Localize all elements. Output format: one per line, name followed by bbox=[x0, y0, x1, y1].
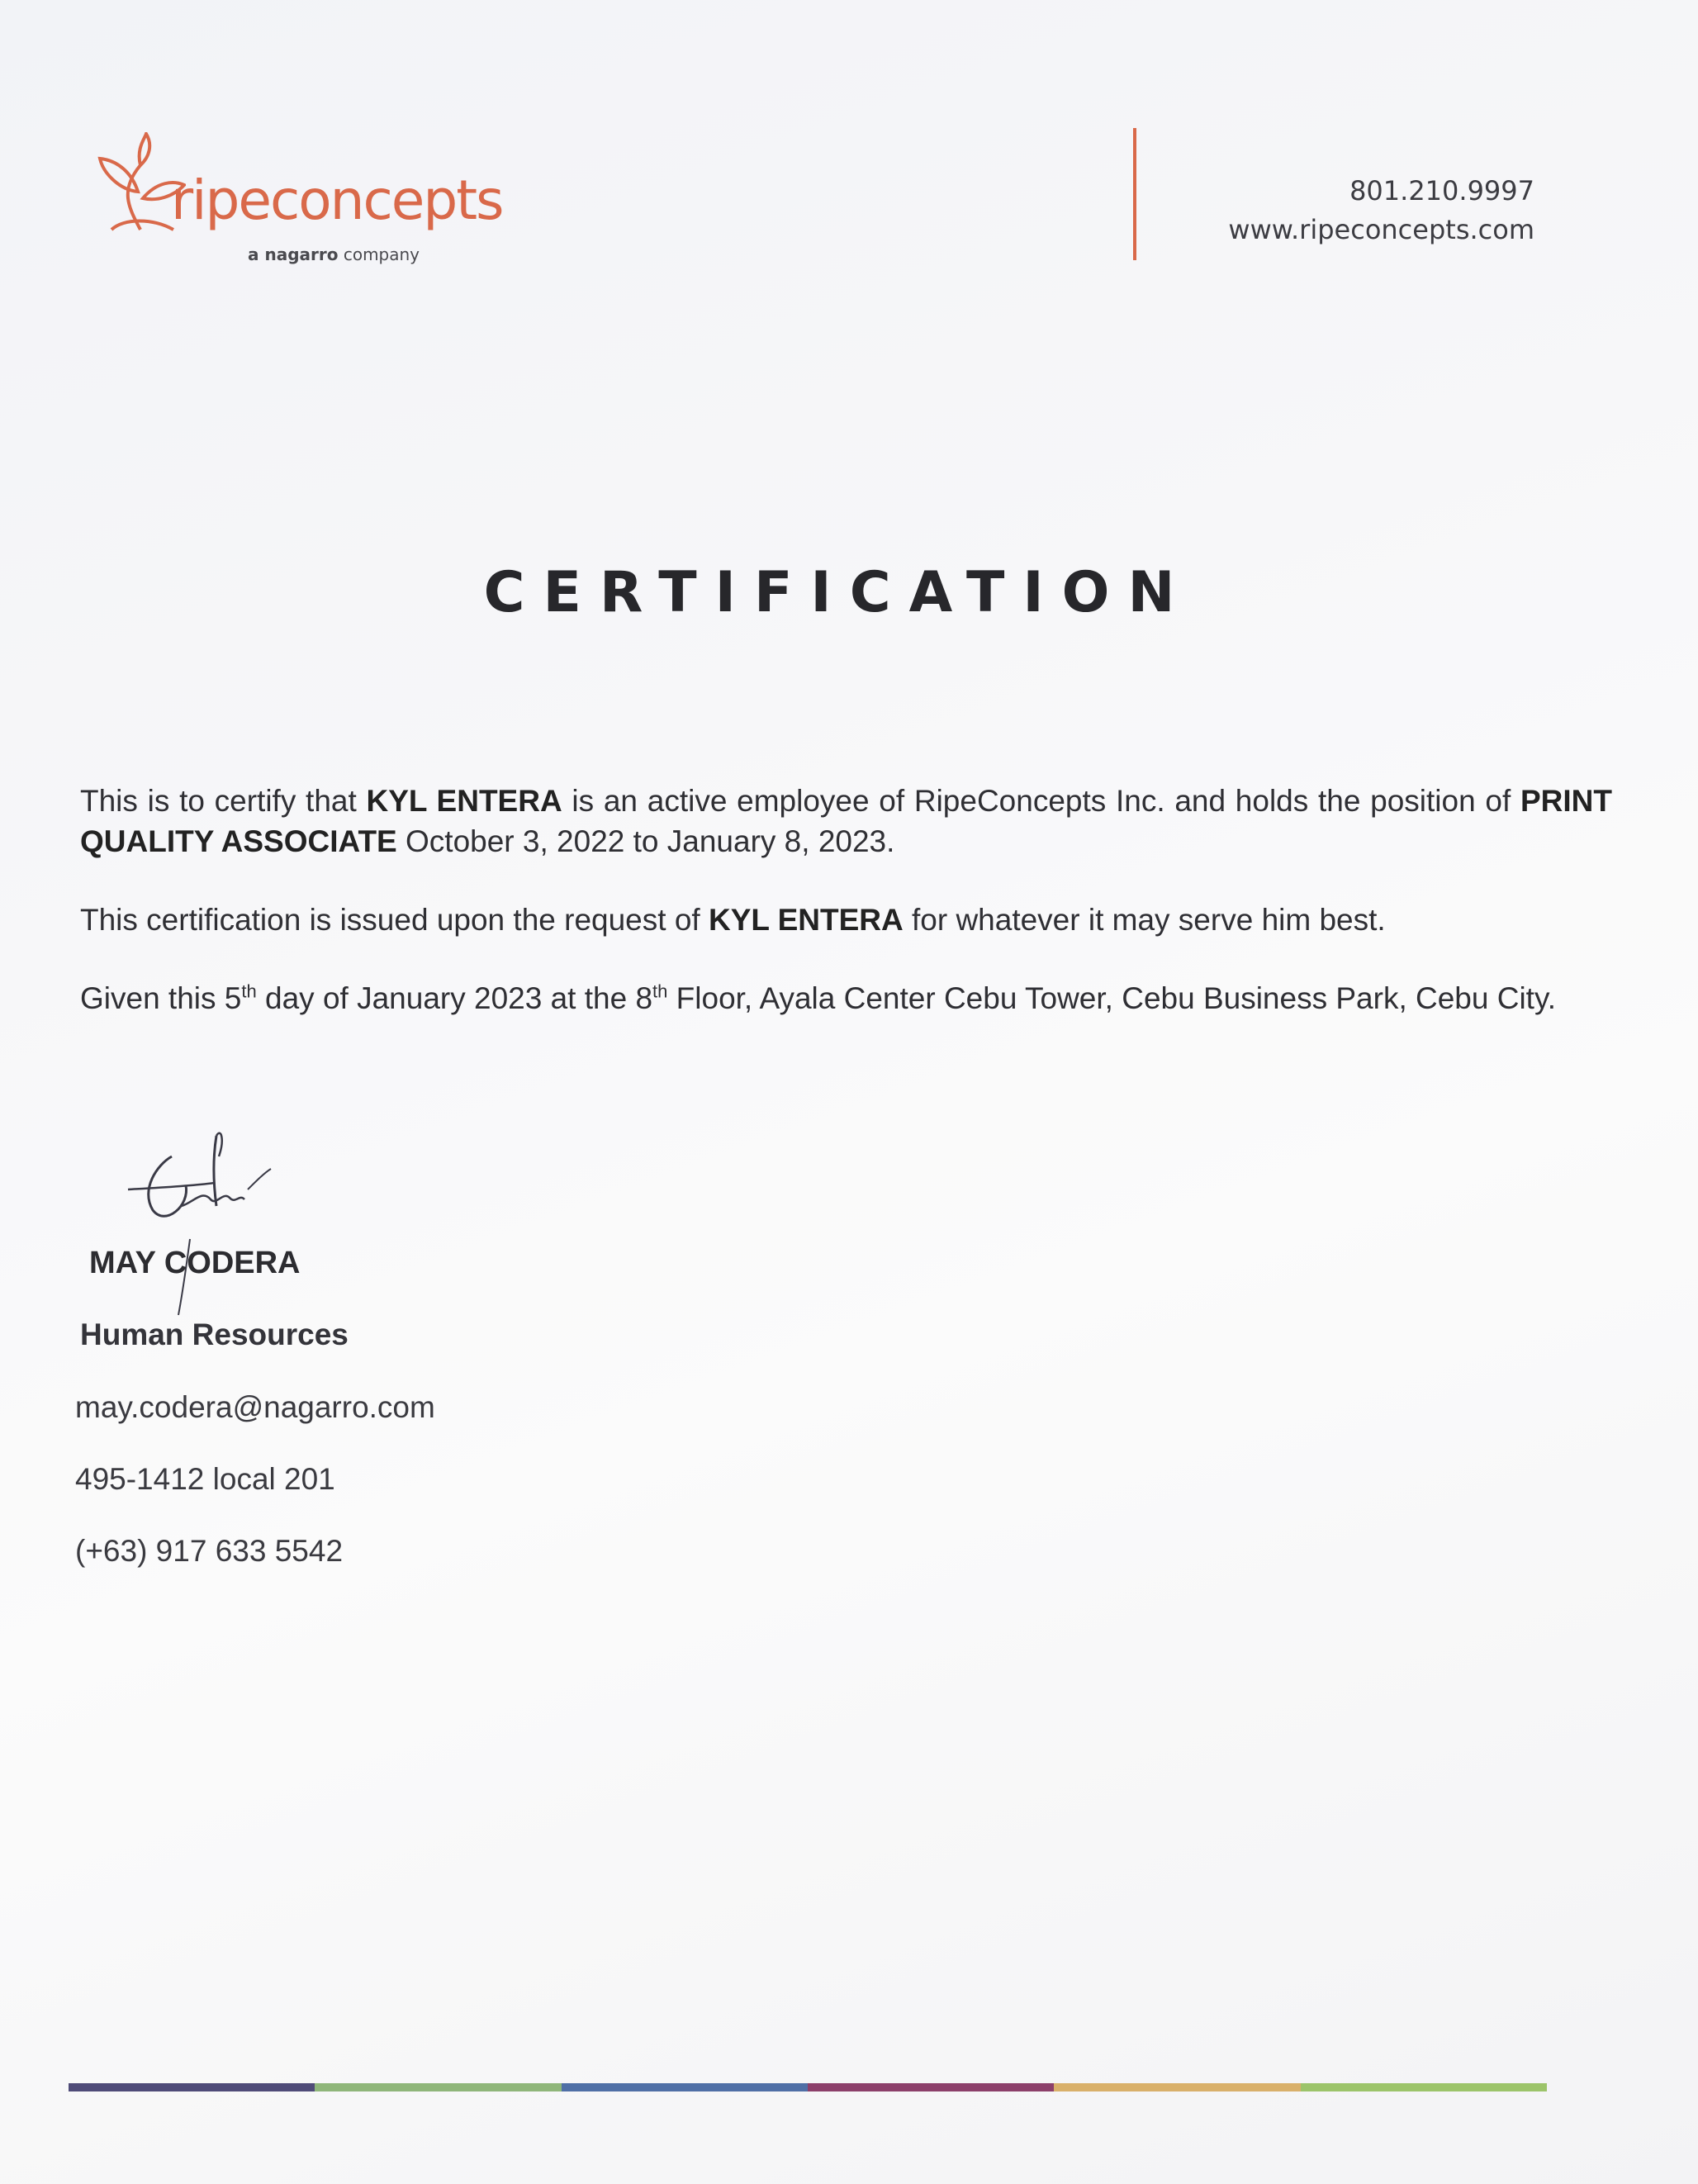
signatory-name: MAY CODERA bbox=[89, 1246, 301, 1280]
stripe-segment bbox=[562, 2083, 808, 2091]
employee-position: PRINT QUALITY ASSOCIATE bbox=[80, 784, 1612, 858]
signatory-landline: 495-1412 local 201 bbox=[75, 1462, 335, 1496]
document-title: CERTIFICATION bbox=[483, 560, 1193, 625]
stripe-segment bbox=[1054, 2083, 1300, 2091]
issuance-paragraph: Given this 5th day of January 2023 at the 8th Floor, Ayala Center Cebu Tower, Cebu Business Park, Cebu City. bbox=[80, 980, 1556, 1015]
company-phone: 801.210.9997 bbox=[1349, 175, 1534, 207]
stripe-segment bbox=[69, 2083, 315, 2091]
header-divider bbox=[1133, 128, 1136, 260]
logo-wordmark: ripeconcepts bbox=[171, 169, 503, 232]
handwritten-signature bbox=[124, 1123, 289, 1322]
employee-name: KYL ENTERA bbox=[366, 784, 562, 818]
signatory-department: Human Resources bbox=[80, 1318, 349, 1351]
logo-tagline: a nagarro company bbox=[248, 245, 420, 264]
company-logo bbox=[95, 132, 557, 273]
employee-name: KYL ENTERA bbox=[708, 903, 904, 937]
company-website[interactable]: www.ripeconcepts.com bbox=[1228, 214, 1534, 245]
signatory-mobile: (+63) 917 633 5542 bbox=[75, 1534, 344, 1568]
purpose-paragraph: This certification is issued upon the request of KYL ENTERA for whatever it may serve him best. bbox=[80, 903, 1386, 937]
stripe-segment bbox=[1301, 2083, 1547, 2091]
signatory-email[interactable]: may.codera@nagarro.com bbox=[75, 1390, 435, 1424]
footer-color-stripe bbox=[69, 2083, 1547, 2091]
document-body bbox=[80, 781, 1612, 1056]
stripe-segment bbox=[315, 2083, 561, 2091]
certification-paragraph: This is to certify that KYL ENTERA is an active employee of RipeConcepts Inc. and holds the position of PRINT QUALITY ASSOCIATE October 3, 2022 to January 8, 2023. bbox=[80, 784, 1612, 858]
company-contact bbox=[1228, 172, 1534, 249]
stripe-segment bbox=[808, 2083, 1054, 2091]
